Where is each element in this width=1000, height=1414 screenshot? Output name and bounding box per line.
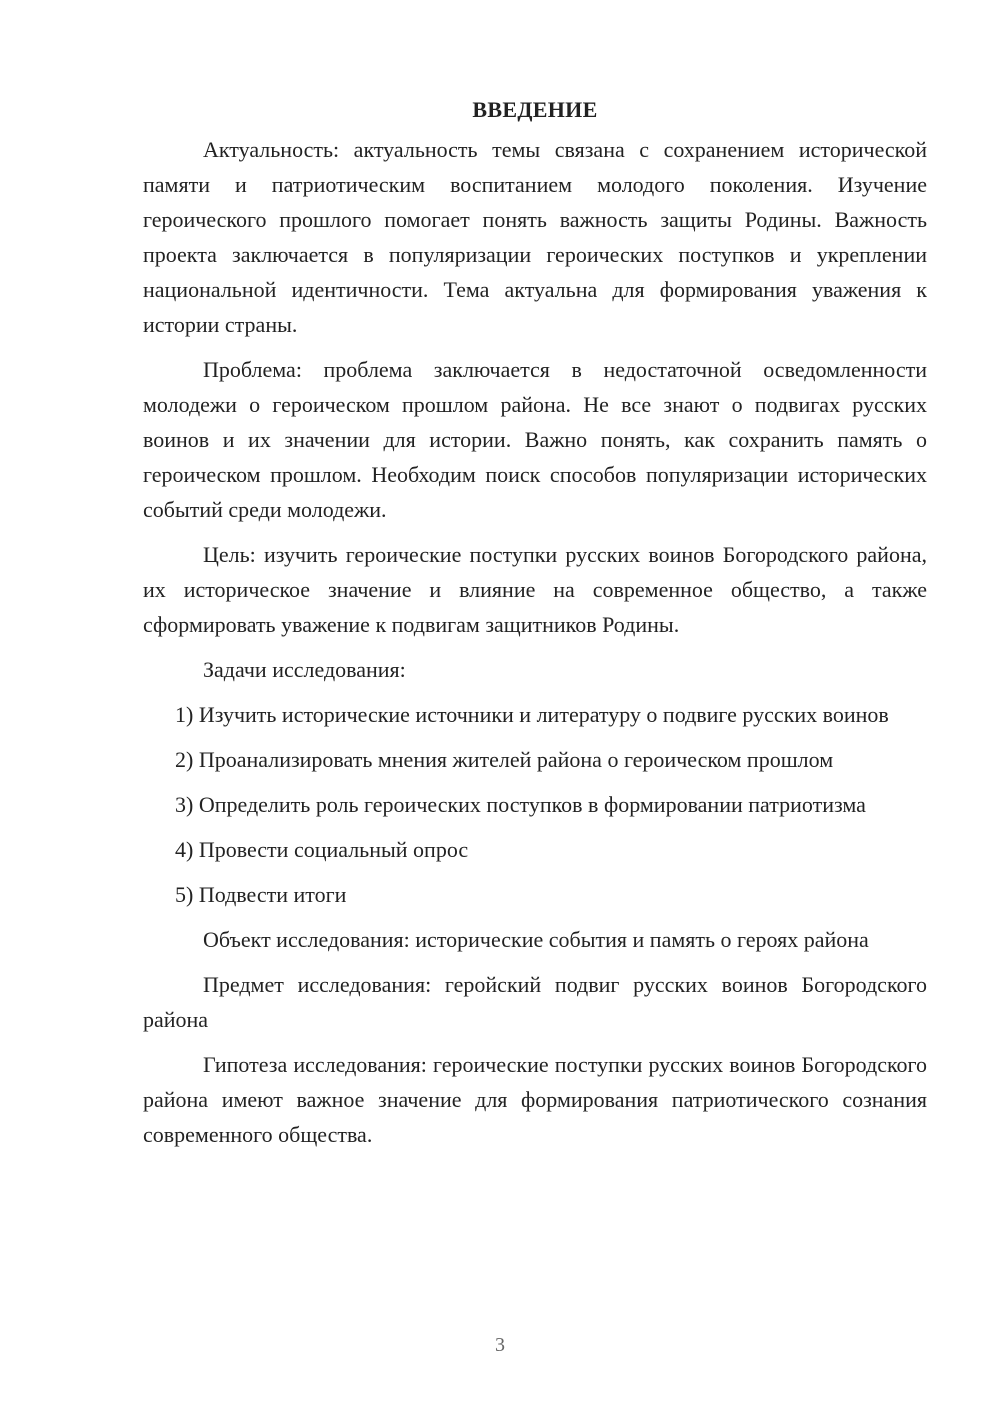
page-number: 3 xyxy=(495,1334,505,1356)
paragraph-hypothesis: Гипотеза исследования: героические поступки русских воинов Богородского района имеют важное значение для формирования патриотического сознания современного общества. xyxy=(143,1052,927,1147)
paragraph-subject: Предмет исследования: геройский подвиг русских воинов Богородского района xyxy=(143,972,927,1032)
task-item: 3) Определить роль героических поступков в формировании патриотизма xyxy=(175,792,866,817)
task-item: 2) Проанализировать мнения жителей района о героическом прошлом xyxy=(175,747,834,772)
task-item: 4) Провести социальный опрос xyxy=(175,837,469,862)
task-item: 1) Изучить исторические источники и литературу о подвиге русских воинов xyxy=(175,702,889,727)
section-heading: ВВЕДЕНИЕ xyxy=(472,97,598,122)
paragraph-object: Объект исследования: исторические события и память о героях района xyxy=(203,927,869,952)
document-page xyxy=(143,92,927,1162)
paragraph-relevance: Актуальность: актуальность темы связана с сохранением исторической памяти и патриотическим воспитанием молодого поколения. Изучение героического прошлого помогает понять важность защиты Родины. Важность проекта заключается в популяризации героических поступков и укреплении национальной идентичности. Тема актуальна для формирования уважения к истории страны. xyxy=(143,137,927,337)
task-item: 5) Подвести итоги xyxy=(175,882,347,907)
paragraph-problem: Проблема: проблема заключается в недостаточной осведомленности молодежи о героическом прошлом района. Не все знают о подвигах русских воинов и их значении для истории. Важно понять, как сохранить память о героическом прошлом. Необходим поиск способов популяризации исторических событий среди молодежи. xyxy=(143,357,927,522)
tasks-intro: Задачи исследования: xyxy=(203,657,406,682)
paragraph-goal: Цель: изучить героические поступки русских воинов Богородского района, их историческое значение и влияние на современное общество, а также сформировать уважение к подвигам защитников Родины. xyxy=(143,542,927,637)
